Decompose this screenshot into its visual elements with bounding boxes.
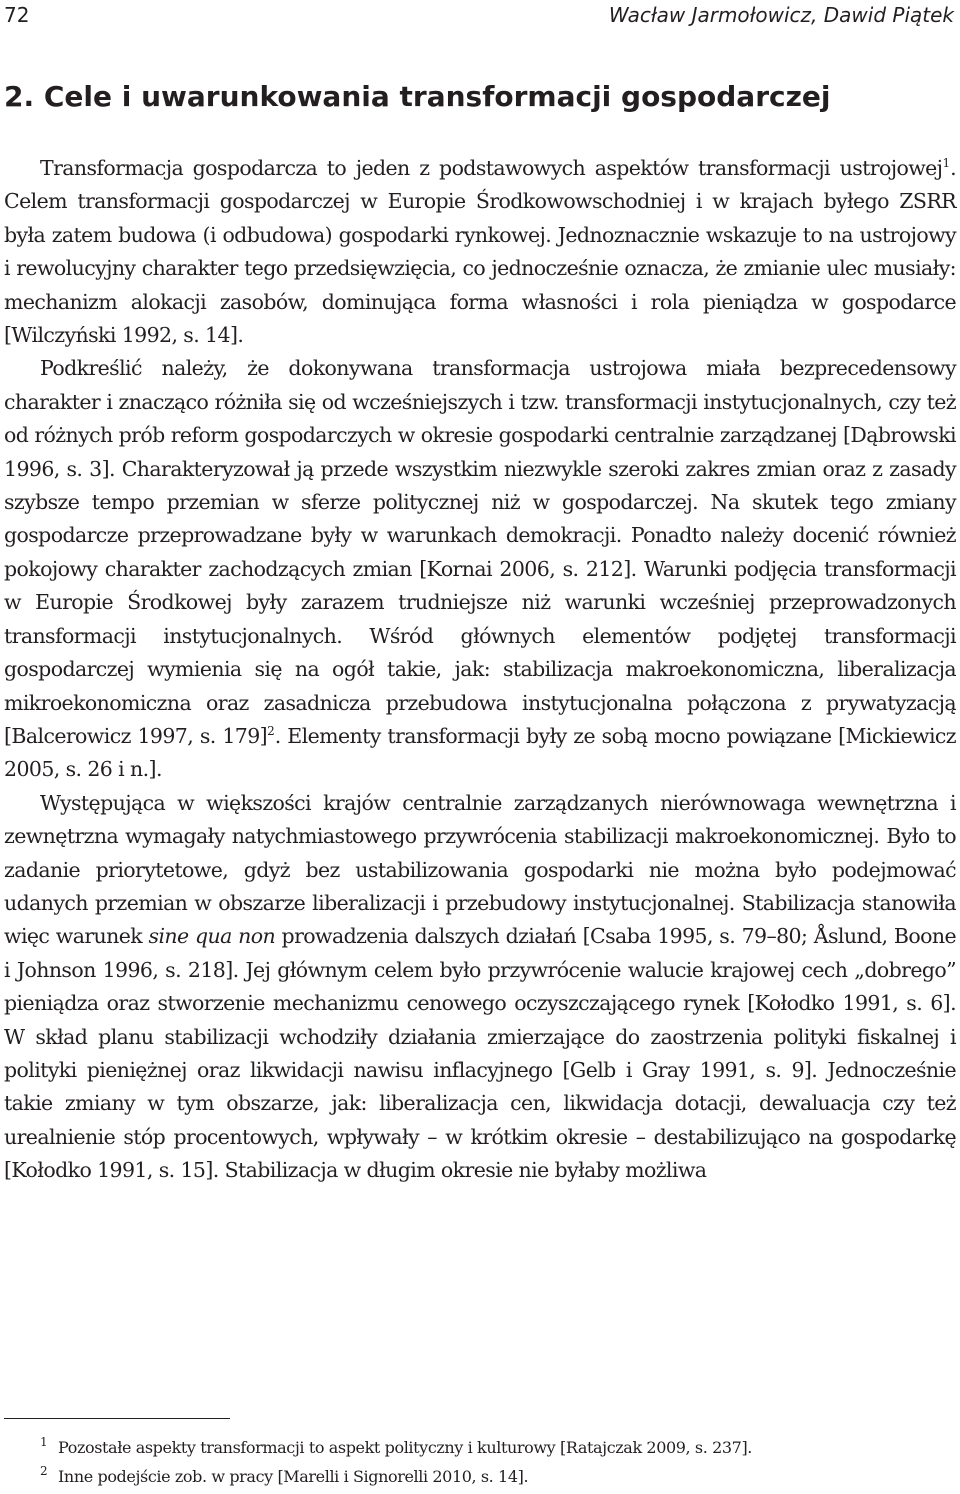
footnote-marker-2: 2 (40, 1464, 48, 1478)
footnote-text-2: Inne podejście zob. w pracy [Marelli i Signorelli 2010, s. 14]. (58, 1467, 529, 1486)
body-text (4, 152, 956, 1188)
footnote-2 (4, 1462, 956, 1491)
section-title: 2. Cele i uwarunkowania transformacji gospodarczej (4, 80, 831, 113)
paragraph-1-text-a: Transformacja gospodarcza to jeden z podstawowych aspektów transformacji ustrojowej (40, 156, 943, 180)
running-head-authors: Wacław Jarmołowicz, Dawid Piątek (608, 3, 954, 27)
footnote-marker-1: 1 (40, 1435, 48, 1449)
footnotes (4, 1433, 956, 1491)
running-head (4, 2, 956, 32)
paragraph-2-text-b: . Elementy transformacji były ze sobą mocno powiązane [Mickiewicz 2005, s. 26 i n.]. (4, 723, 956, 782)
paragraph-2-text-a: Podkreślić należy, że dokonywana transformacja ustrojowa miała bezprecedensowy charakter i znacząco różniła się od wcześniejszych i tzw. transformacji instytucjonalnych, czy też od różnych prób reform gospodarczych w okresie gospodarki centralnie zarządzanej [Dąbrowski 1996, s. 3]. Charakteryzował ją przede wszystkim niezwykle szeroki zakres zmian oraz z zasady szybsze tempo przemian w sferze politycznej niż w gospodarczej. Na skutek tego zmiany gospodarcze przeprowadzane były w warunkach demokracji. Ponadto należy docenić również pokojowy charakter zachodzących zmian [Kornai 2006, s. 212]. Warunki podjęcia transformacji w Europie Środkowej były zarazem trudniejsze niż warunki wcześniej przeprowadzonych transformacji instytucjonalnych. Wśród głównych elementów podjętej transformacji gospodarczej wymienia się na ogół takie, jak: stabilizacja makroekonomiczna, liberalizacja mikroekonomiczna oraz zasadnicza przebudowa instytucjonalna połączona z prywatyzacją [Balcerowicz 1997, s. 179] (4, 356, 956, 748)
footnote-1 (4, 1433, 956, 1462)
paragraph-2 (4, 352, 956, 786)
footnote-text-1: Pozostałe aspekty transformacji to aspekt polityczny i kulturowy [Ratajczak 2009, s. 237]. (58, 1438, 752, 1457)
footnote-ref-1: 1 (942, 156, 951, 171)
page-number: 72 (4, 3, 30, 27)
paragraph-3-text-a: Występująca w większości krajów centralnie zarządzanych nierównowaga wewnętrzna i zewnętrzna wymagały natychmiastowego przywrócenia stabilizacji makroekonomicznej. Było to zadanie priorytetowe, gdyż bez ustabilizowania gospodarki nie można było podejmować udanych przemian w obszarze liberalizacji i przebudowy instytucjonalnej. Stabilizacja stanowiła więc warunek (4, 790, 956, 949)
footnote-ref-2: 2 (267, 724, 275, 739)
footnote-separator (4, 1418, 230, 1419)
paragraph-1-text-b: . Celem transformacji gospodarczej w Europie Środkowowschodniej i w krajach byłego ZSRR była zatem budowa (i odbudowa) gospodarki rynkowej. Jednoznacznie wskazuje to na ustrojowy i rewolucyjny charakter tego przedsięwzięcia, co jednocześnie oznacza, że zmianie ulec musiały: mechanizm alokacji zasobów, dominująca forma własności i rola pieniądza w gospodarce [Wilczyński 1992, s. 14]. (4, 156, 956, 348)
paragraph-3-text-b: prowadzenia dalszych działań [Csaba 1995, s. 79–80; Åslund, Boone i Johnson 1996, s. 218]. Jej głównym celem było przywrócenie walucie krajowej cech „dobrego” pieniądza oraz stworzenie mechanizmu cenowego oczyszczającego rynek [Kołodko 1991, s. 6]. W skład planu stabilizacji wchodziły działania zmierzające do zaostrzenia polityki fiskalnej i polityki pieniężnej oraz likwidacji nawisu inflacyjnego [Gelb i Gray 1991, s. 9]. Jednocześnie takie zmiany w tym obszarze, jak: liberalizacja cen, likwidacja dotacji, dewaluacja czy też urealnienie stóp procentowych, wpływały – w krótkim okresie – destabilizująco na gospodarkę [Kołodko 1991, s. 15]. Stabilizacja w długim okresie nie byłaby możliwa (4, 924, 956, 1183)
book-page (4, 0, 956, 1494)
latin-phrase: sine qua non (148, 924, 276, 949)
paragraph-3 (4, 787, 956, 1188)
paragraph-1 (4, 152, 956, 352)
